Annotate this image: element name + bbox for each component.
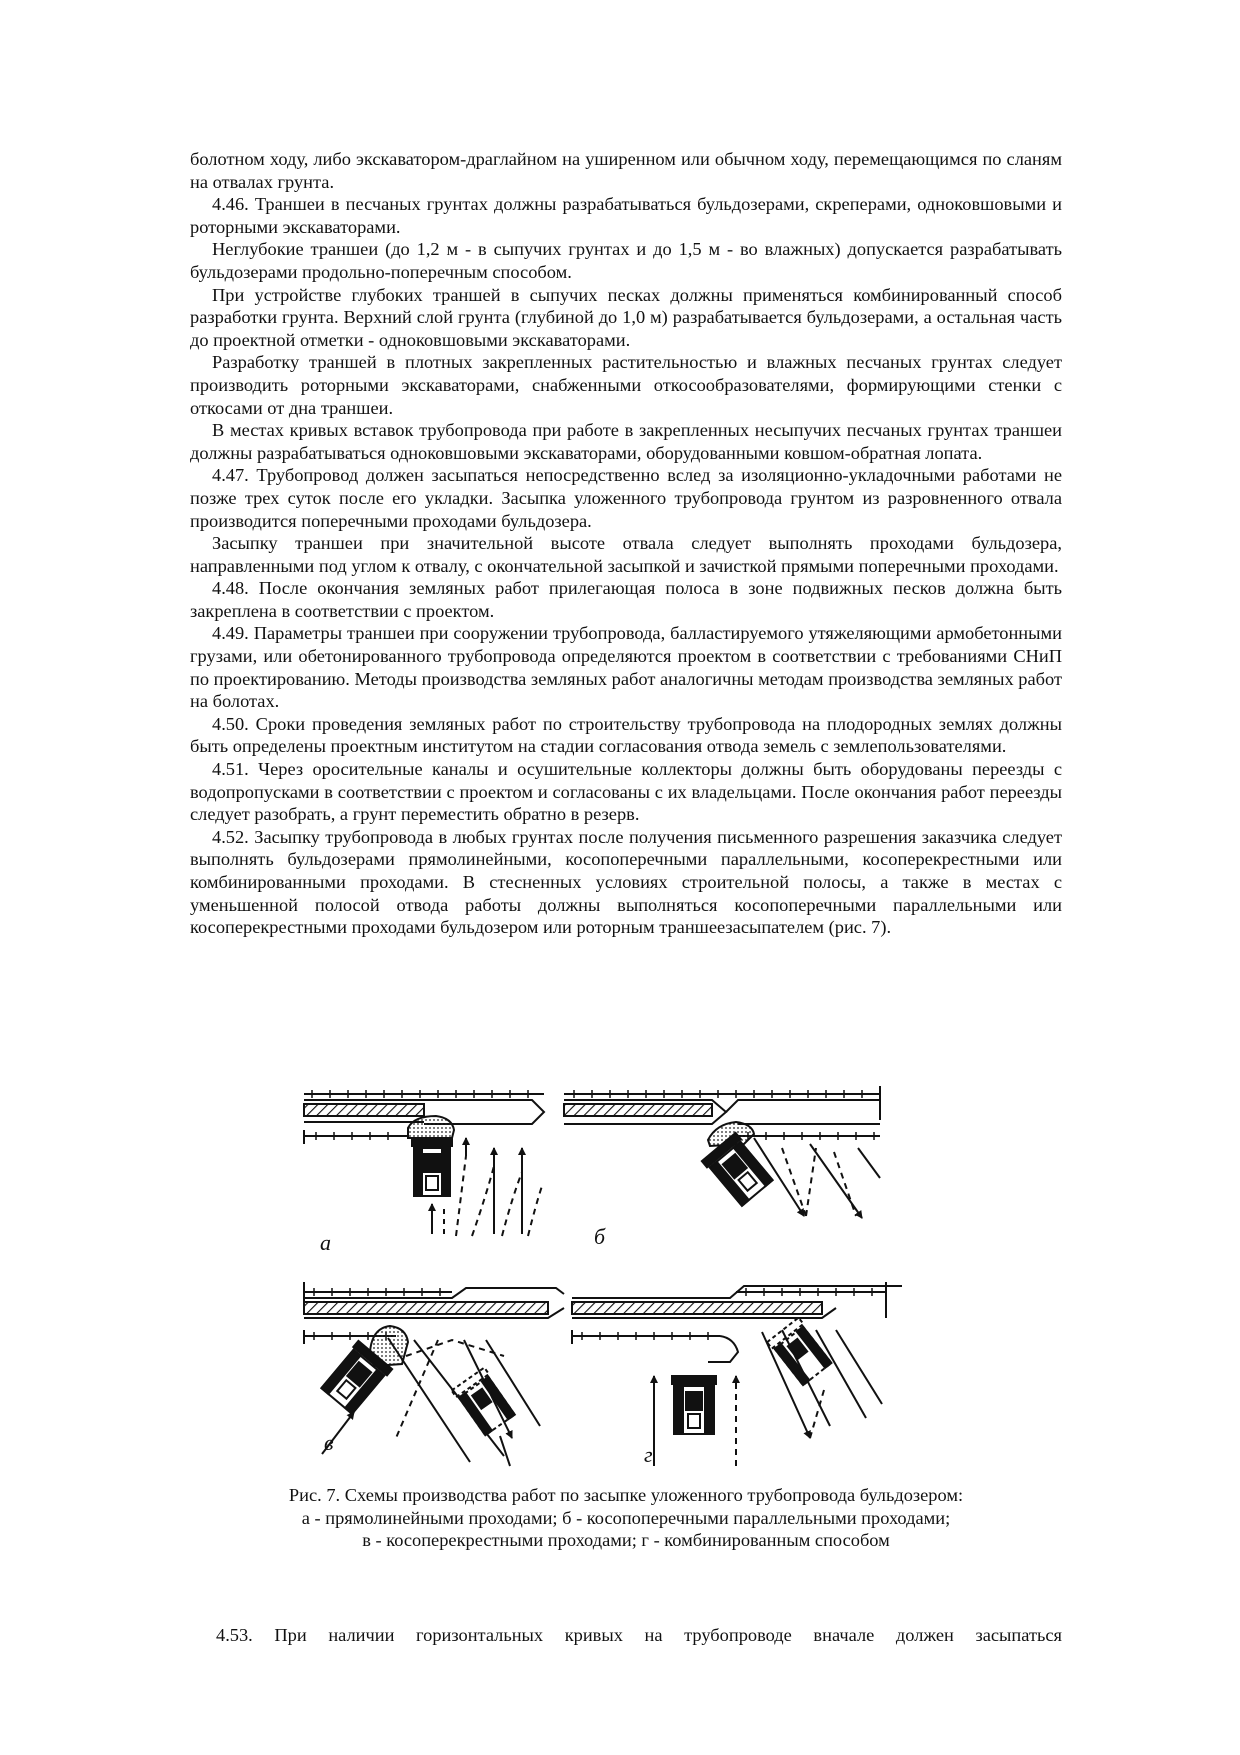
panel-b (564, 1086, 880, 1218)
paragraph: 4.48. После окончания земляных работ прилегающая полоса в зоне подвижных песков должна быть закреплена в соответствии с проектом. (190, 578, 1062, 621)
caption-line: а - прямолинейными проходами; б - косопоперечными параллельными проходами; (301, 1507, 951, 1528)
paragraph: 4.49. Параметры траншеи при сооружении трубопровода, балластируемого утяжеляющими армобетонными грузами, или обетонированного трубопровода определяются проектом в соответствии с требованиями СНиП по проектированию. Методы производства земляных работ аналогичны методам производства земляных работ на болотах. (190, 623, 1062, 712)
bulldozer-icon (412, 1138, 452, 1196)
figure-7-drawing (296, 1086, 932, 1468)
panel-label-b: б (594, 1224, 606, 1249)
paragraph: В местах кривых вставок трубопровода при работе в закрепленных несыпучих песчаных грунтах траншеи должны разрабатываться одноковшовыми экскаваторами, оборудованными ковшом-обратная лопата. (190, 420, 1062, 463)
paragraph: 4.52. Засыпку трубопровода в любых грунтах после получения письменного разрешения заказчика следует выполнять бульдозерами прямолинейными, косопоперечными параллельными, косоперекрестными или комбинированными проходами. В стесненных условиях строительной полосы, а также в местах с уменьшенной полосой отвода работы должны выполняться косопоперечными параллельными или косоперекрестными проходами бульдозером или роторным траншеезасыпателем (рис. 7). (190, 826, 1062, 938)
bulldozer-icon (672, 1376, 716, 1434)
panel-a (304, 1090, 544, 1236)
paragraph: болотном ходу, либо экскаватором-драглайном на уширенном или обычном ходу, перемещающимся по сланям на отвалах грунта. (190, 149, 1062, 192)
figure-caption (190, 1484, 1062, 1552)
figure-7 (296, 1086, 932, 1468)
bulldozer-outline-icon (767, 1318, 833, 1387)
paragraph: 4.46. Траншеи в песчаных грунтах должны разрабатываться бульдозерами, скреперами, одноковшовыми и роторными экскаваторами. (190, 194, 1062, 237)
paragraph: 4.51. Через оросительные каналы и осушительные коллекторы должны быть оборудованы переезды с водопропусками в соответствии с проектом и согласованы с их владельцами. После окончания работ переезды следует разобрать, а грунт переместить обратно в резерв. (190, 759, 1062, 825)
caption-line: Рис. 7. Схемы производства работ по засыпке уложенного трубопровода бульдозером: (288, 1485, 964, 1505)
paragraph: 4.47. Трубопровод должен засыпаться непосредственно вслед за изоляционно-укладочными работами не позже трех суток после его укладки. Засыпка уложенного трубопровода грунтом из разровненного отвала производится поперечными проходами бульдозера. (190, 465, 1062, 531)
panel-label-g: г (644, 1442, 653, 1467)
paragraph-4-53: 4.53. При наличии горизонтальных кривых на трубопроводе вначале должен засыпаться (216, 1625, 1062, 1646)
paragraph: Неглубокие траншеи (до 1,2 м - в сыпучих грунтах и до 1,5 м - во влажных) допускается разрабатывать бульдозерами продольно-поперечным способом. (190, 239, 1062, 282)
paragraph: При устройстве глубоких траншей в сыпучих песках должны применяться комбинированный способ разработки грунта. Верхний слой грунта (глубиной до 1,0 м) разрабатывается бульдозерами, а остальная часть до проектной отметки - одноковшовыми экскаваторами. (190, 284, 1062, 350)
panel-v (304, 1282, 564, 1466)
caption-line: в - косоперекрестными проходами; г - комбинированным способом (362, 1530, 890, 1551)
body-text (190, 148, 1062, 939)
panel-label-a: а (320, 1230, 331, 1255)
panel-g (572, 1282, 902, 1466)
paragraph: Разработку траншей в плотных закрепленных растительностью и влажных песчаных грунтах следует производить роторными экскаваторами, снабженными откосообразователями, формирующими стенки с откосами от дна траншеи. (190, 352, 1062, 418)
paragraph: 4.50. Сроки проведения земляных работ по строительству трубопровода на плодородных землях должны быть определены проектным институтом на стадии согласования отвода земель с землепользователями. (190, 713, 1062, 757)
panel-label-v: в (324, 1430, 334, 1455)
paragraph: Засыпку траншеи при значительной высоте отвала следует выполнять проходами бульдозера, направленными под углом к отвалу, с окончательной засыпкой и зачисткой прямыми поперечными проходами. (190, 533, 1062, 576)
